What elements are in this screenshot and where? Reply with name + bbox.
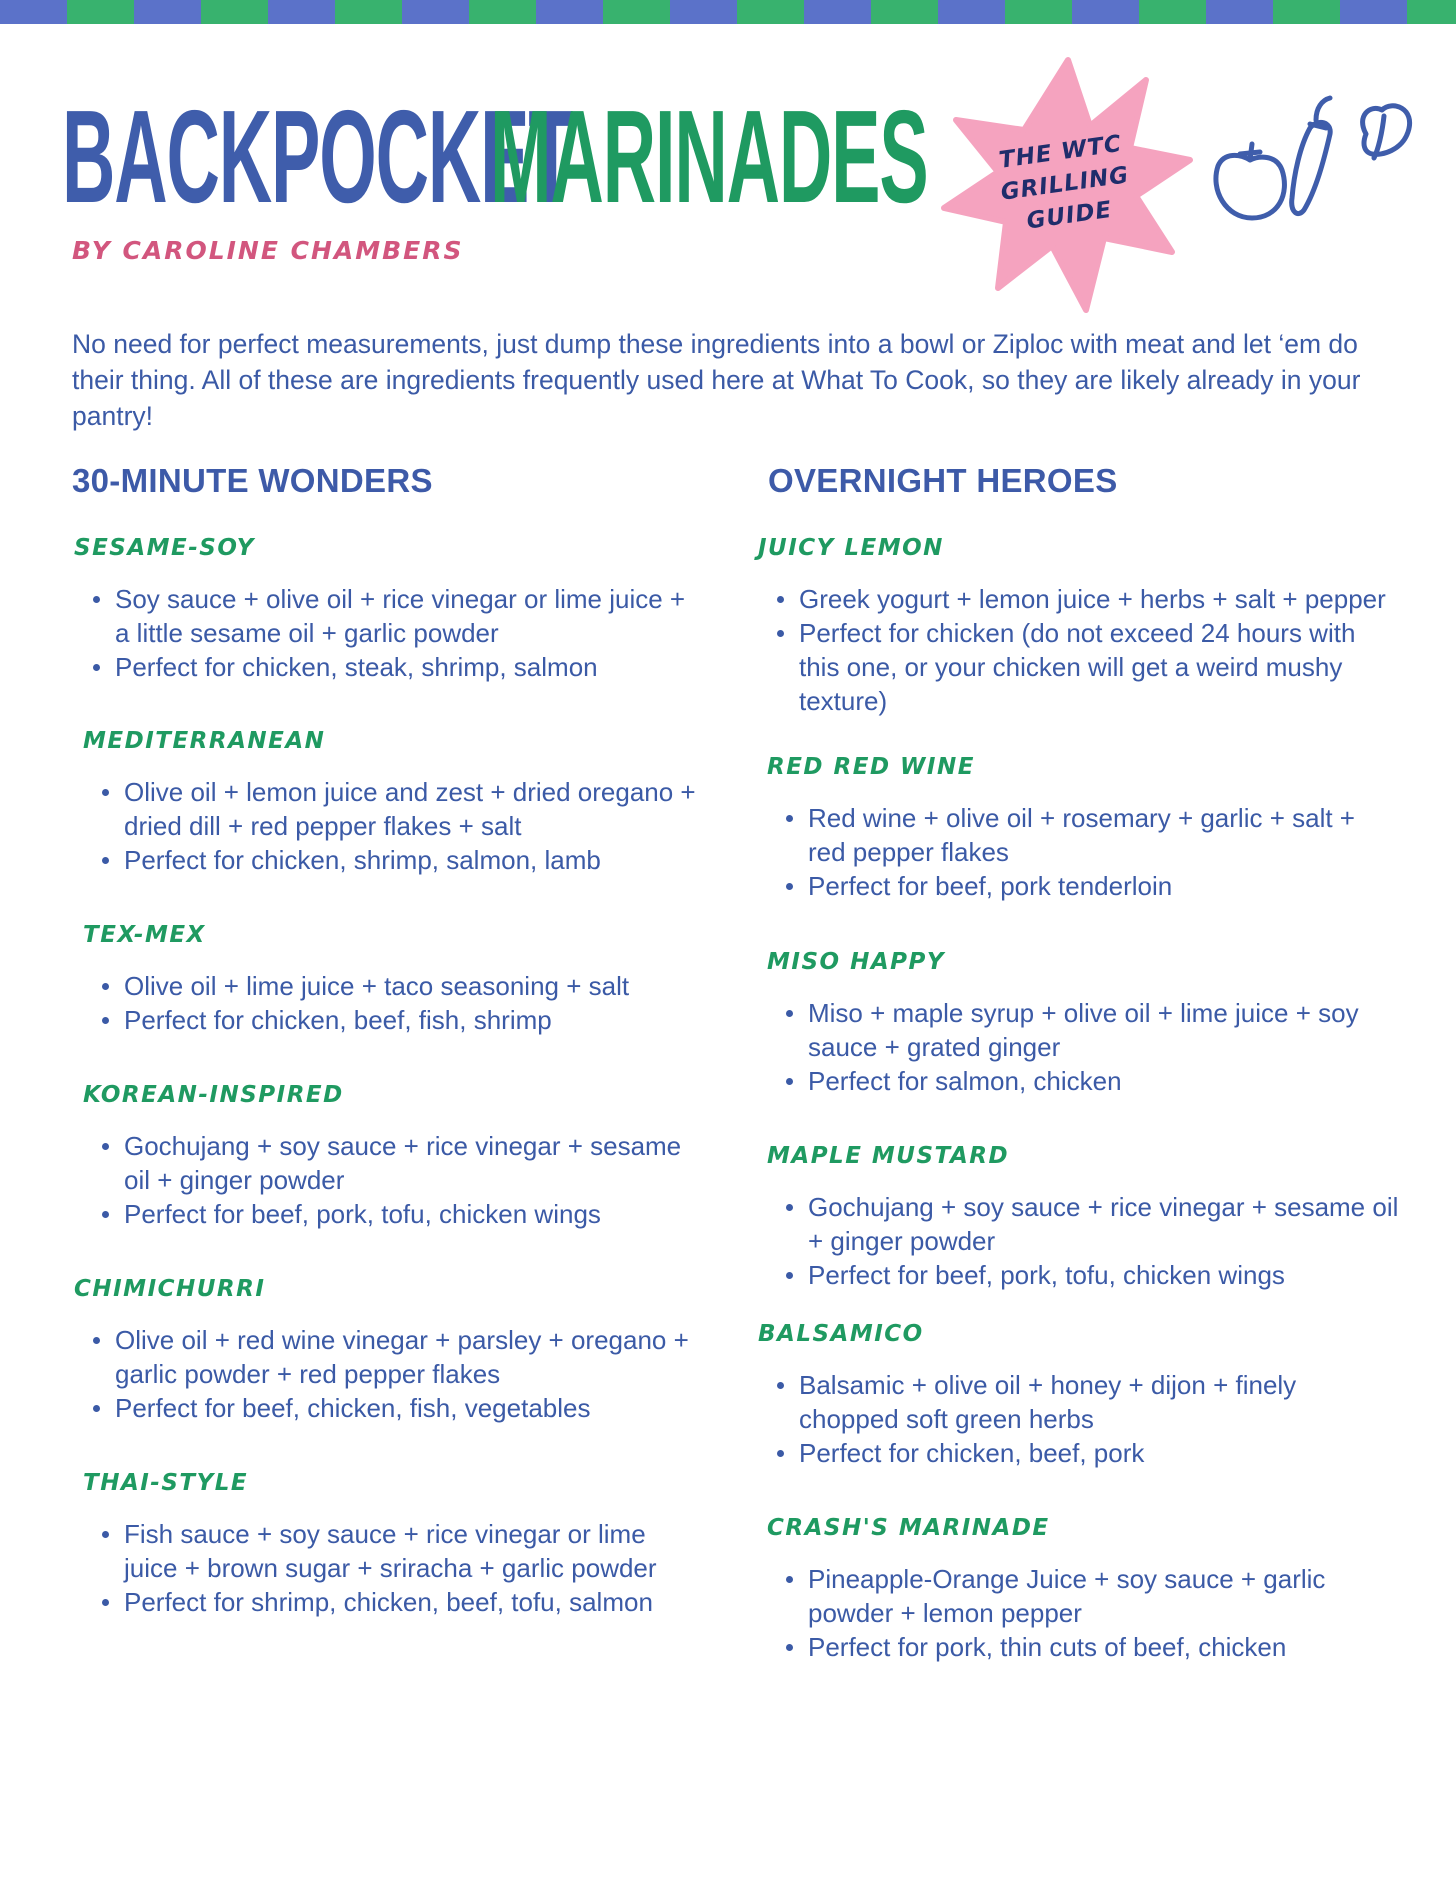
stripe-segment [804,0,871,24]
list-item: Olive oil + red wine vinegar + parsley + oregano + garlic powder + red pepper flakes [74,1323,694,1391]
stripe-segment [1407,0,1456,24]
marinade-list [758,582,1398,718]
list-item: Miso + maple syrup + olive oil + lime juice + soy sauce + grated ginger [767,996,1399,1064]
badge-line-3: GUIDE [1025,196,1114,235]
list-item: Perfect for beef, pork, tofu, chicken wings [83,1197,703,1231]
marinade-sesame-soy [74,534,694,684]
list-item: Soy sauce + olive oil + rice vinegar or lime juice + a little sesame oil + garlic powder [74,582,694,650]
pepper-icon [1292,98,1331,214]
stripe-segment [201,0,268,24]
stripe-segment [134,0,201,24]
list-item: Balsamic + olive oil + honey + dijon + finely chopped soft green herbs [758,1368,1398,1436]
stripe-segment [1206,0,1273,24]
list-item: Perfect for chicken, beef, fish, shrimp [83,1003,703,1037]
marinade-list [74,582,694,684]
marinade-tex-mex [83,921,703,1037]
stripe-segment [1005,0,1072,24]
stripe-segment [1072,0,1139,24]
list-item: Perfect for salmon, chicken [767,1064,1399,1098]
stripe-segment [1340,0,1407,24]
badge-line-1: THE WTC [997,130,1124,174]
marinade-title: SESAME-SOY [74,535,255,561]
stripe-segment [603,0,670,24]
badge-line-2: GRILLING [999,162,1131,206]
marinade-list [83,775,703,877]
list-item: Olive oil + lemon juice and zest + dried oregano + dried dill + red pepper flakes + salt [83,775,703,843]
marinade-thai-style [83,1469,703,1619]
marinade-list [74,1323,694,1425]
marinade-list [758,1368,1398,1470]
marinade-list [83,1129,703,1231]
marinade-list [767,996,1399,1098]
page-title [62,83,973,230]
marinade-chimichurri [74,1275,694,1425]
stripe-segment [536,0,603,24]
list-item: Perfect for chicken, steak, shrimp, salmon [74,650,694,684]
leaf-icon [1363,106,1410,158]
marinade-list [767,801,1399,903]
marinade-maple-mustard [767,1142,1399,1292]
title-part-2: MARINADES [490,83,928,230]
list-item: Perfect for beef, chicken, fish, vegetables [74,1391,694,1425]
list-item: Greek yogurt + lemon juice + herbs + salt + pepper [758,582,1398,616]
tomato-icon [1216,144,1285,218]
list-item: Gochujang + soy sauce + rice vinegar + sesame oil + ginger powder [767,1190,1399,1258]
stripe-segment [402,0,469,24]
list-item: Perfect for beef, pork, tofu, chicken wings [767,1258,1399,1292]
stripe-segment [737,0,804,24]
list-item: Perfect for pork, thin cuts of beef, chicken [767,1630,1407,1664]
stripe-segment [469,0,536,24]
marinade-list [83,1517,703,1619]
column-heading-overnight: OVERNIGHT HEROES [768,462,1118,499]
vegetable-doodles [1206,94,1418,226]
marinade-list [767,1190,1399,1292]
marinade-title: KOREAN-INSPIRED [83,1082,344,1108]
marinade-title: MEDITERRANEAN [83,728,326,754]
marinade-balsamico [758,1320,1398,1470]
stripe-segment [1273,0,1340,24]
marinade-mediterranean [83,727,703,877]
list-item: Perfect for chicken, beef, pork [758,1436,1398,1470]
list-item: Olive oil + lime juice + taco seasoning + salt [83,969,703,1003]
intro-paragraph: No need for perfect measurements, just dump these ingredients into a bowl or Ziploc with meat and let ‘em do their thing. All of these are ingredients frequently used here at What To Cook, so they are likely already in your pantry! [72,329,1361,431]
marinade-miso-happy [767,948,1399,1098]
list-item: Pineapple-Orange Juice + soy sauce + garlic powder + lemon pepper [767,1562,1407,1630]
marinade-list [83,969,703,1037]
marinade-title: THAI-STYLE [83,1470,249,1496]
list-item: Perfect for shrimp, chicken, beef, tofu, salmon [83,1585,703,1619]
marinade-crashs-marinade [767,1514,1407,1664]
column-heading-30-minute: 30-MINUTE WONDERS [72,462,433,499]
marinade-korean-inspired [83,1081,703,1231]
stripe-segment [670,0,737,24]
marinade-list [767,1562,1407,1664]
list-item: Perfect for chicken (do not exceed 24 hours with this one, or your chicken will get a weird mushy texture) [758,616,1398,718]
marinade-title: CHIMICHURRI [74,1276,266,1302]
stripe-segment [335,0,402,24]
stripe-segment [1139,0,1206,24]
marinade-title: MISO HAPPY [767,949,945,975]
marinade-title: MAPLE MUSTARD [767,1143,1010,1169]
list-item: Perfect for beef, pork tenderloin [767,869,1399,903]
marinade-juicy-lemon [758,534,1398,718]
list-item: Red wine + olive oil + rosemary + garlic + salt + red pepper flakes [767,801,1399,869]
stripe-segment [0,0,67,24]
marinade-red-red-wine [767,753,1399,903]
list-item: Gochujang + soy sauce + rice vinegar + sesame oil + ginger powder [83,1129,703,1197]
list-item: Perfect for chicken, shrimp, salmon, lamb [83,843,703,877]
marinade-title: TEX-MEX [83,922,206,948]
list-item: Fish sauce + soy sauce + rice vinegar or lime juice + brown sugar + sriracha + garlic powder [83,1517,703,1585]
marinade-title: BALSAMICO [758,1321,924,1347]
stripe-segment [871,0,938,24]
title-part-1: BACKPOCKET [62,83,573,230]
marinade-title: RED RED WINE [767,754,975,780]
top-stripe [0,0,1456,24]
stripe-segment [67,0,134,24]
stripe-segment [268,0,335,24]
stripe-segment [938,0,1005,24]
marinade-title: JUICY LEMON [758,535,944,561]
byline: BY CAROLINE CHAMBERS [72,236,464,265]
marinade-title: CRASH'S MARINADE [767,1515,1050,1541]
